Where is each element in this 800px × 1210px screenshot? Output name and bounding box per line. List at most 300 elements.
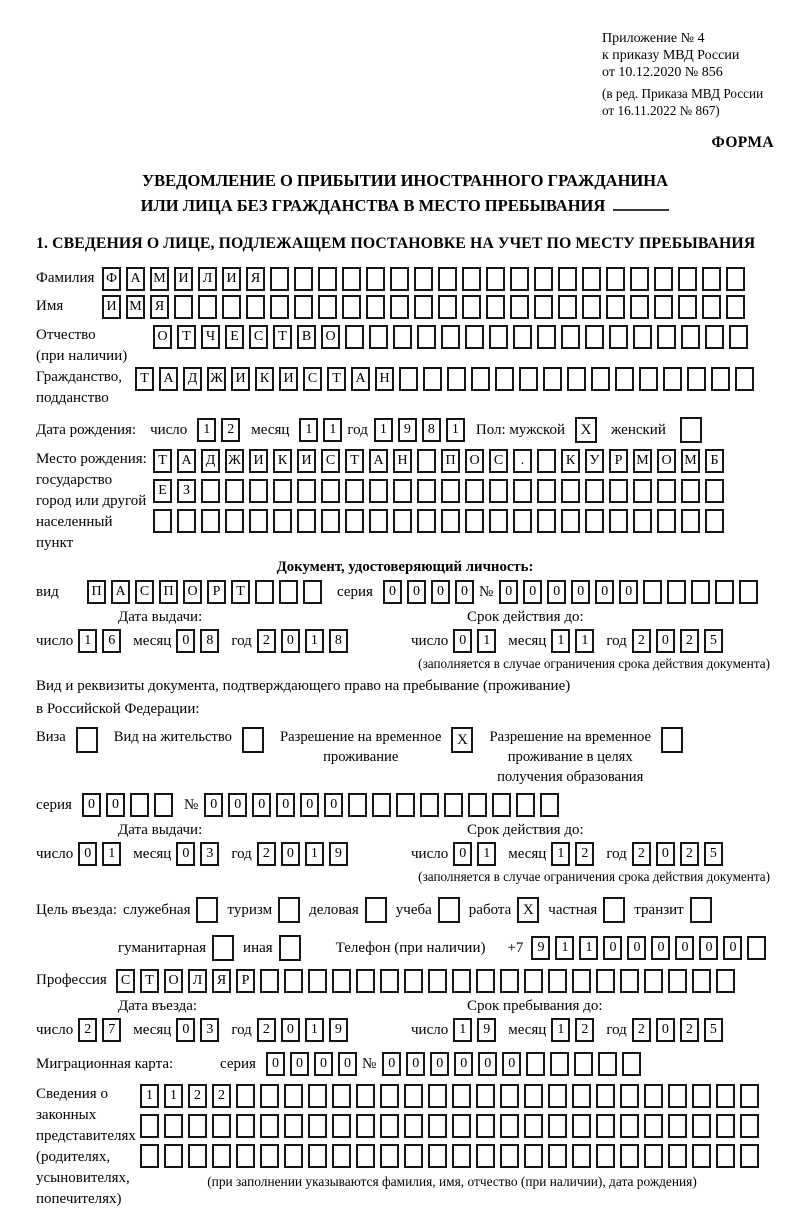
char-box[interactable] — [318, 295, 337, 319]
char-box[interactable]: 1 — [102, 842, 121, 866]
char-box[interactable] — [465, 325, 484, 349]
char-box[interactable] — [678, 295, 697, 319]
char-box[interactable]: 1 — [575, 629, 594, 653]
char-box[interactable]: И — [279, 367, 298, 391]
char-box[interactable] — [342, 267, 361, 291]
char-box[interactable] — [582, 295, 601, 319]
char-box[interactable]: 1 — [551, 1018, 570, 1042]
char-box[interactable]: 2 — [78, 1018, 97, 1042]
char-box[interactable] — [668, 969, 687, 993]
char-box[interactable] — [705, 479, 724, 503]
char-box[interactable]: Ж — [225, 449, 244, 473]
char-box[interactable]: И — [102, 295, 121, 319]
char-box[interactable] — [465, 509, 484, 533]
char-box[interactable]: Т — [140, 969, 159, 993]
char-box[interactable] — [705, 325, 724, 349]
char-box[interactable] — [513, 509, 532, 533]
char-box[interactable] — [654, 267, 673, 291]
char-box[interactable]: Т — [345, 449, 364, 473]
char-box[interactable] — [201, 479, 220, 503]
char-box[interactable]: Ф — [102, 267, 121, 291]
char-box[interactable]: У — [585, 449, 604, 473]
char-box[interactable] — [225, 479, 244, 503]
char-box[interactable]: Я — [150, 295, 169, 319]
char-box[interactable] — [606, 267, 625, 291]
char-box[interactable]: 8 — [422, 418, 441, 442]
char-box[interactable] — [420, 793, 439, 817]
char-box[interactable]: 0 — [453, 842, 472, 866]
char-box[interactable]: О — [657, 449, 676, 473]
char-box[interactable] — [284, 1114, 303, 1138]
char-box[interactable] — [524, 1084, 543, 1108]
char-box[interactable] — [452, 1084, 471, 1108]
char-box[interactable] — [369, 509, 388, 533]
char-box[interactable]: 2 — [257, 842, 276, 866]
checkbox[interactable] — [365, 897, 387, 923]
char-box[interactable] — [284, 1144, 303, 1168]
char-box[interactable] — [393, 479, 412, 503]
char-box[interactable]: З — [177, 479, 196, 503]
char-box[interactable] — [222, 295, 241, 319]
char-box[interactable] — [174, 295, 193, 319]
char-box[interactable]: Л — [188, 969, 207, 993]
char-box[interactable] — [428, 1144, 447, 1168]
char-box[interactable] — [513, 325, 532, 349]
checkbox[interactable] — [690, 897, 712, 923]
char-box[interactable] — [702, 267, 721, 291]
char-box[interactable]: 1 — [164, 1084, 183, 1108]
char-box[interactable]: 0 — [300, 793, 319, 817]
char-box[interactable] — [644, 1144, 663, 1168]
char-box[interactable]: 1 — [555, 936, 574, 960]
char-box[interactable]: 1 — [305, 1018, 324, 1042]
char-box[interactable]: 2 — [632, 842, 651, 866]
char-box[interactable]: 0 — [324, 793, 343, 817]
char-box[interactable] — [667, 580, 686, 604]
char-box[interactable] — [260, 1114, 279, 1138]
char-box[interactable]: О — [183, 580, 202, 604]
char-box[interactable] — [663, 367, 682, 391]
char-box[interactable]: 2 — [257, 1018, 276, 1042]
char-box[interactable] — [414, 295, 433, 319]
char-box[interactable]: С — [116, 969, 135, 993]
char-box[interactable]: 0 — [656, 842, 675, 866]
char-box[interactable] — [630, 267, 649, 291]
char-box[interactable]: А — [159, 367, 178, 391]
char-box[interactable] — [255, 580, 274, 604]
char-box[interactable]: 0 — [699, 936, 718, 960]
char-box[interactable] — [471, 367, 490, 391]
char-box[interactable] — [441, 479, 460, 503]
char-box[interactable] — [572, 1114, 591, 1138]
char-box[interactable]: Ж — [207, 367, 226, 391]
char-box[interactable] — [500, 1144, 519, 1168]
char-box[interactable]: С — [249, 325, 268, 349]
char-box[interactable]: 0 — [82, 793, 101, 817]
char-box[interactable] — [369, 325, 388, 349]
char-box[interactable]: Т — [231, 580, 250, 604]
char-box[interactable] — [404, 1084, 423, 1108]
char-box[interactable]: И — [231, 367, 250, 391]
char-box[interactable] — [537, 449, 556, 473]
char-box[interactable] — [414, 267, 433, 291]
char-box[interactable] — [249, 479, 268, 503]
char-box[interactable] — [500, 969, 519, 993]
char-box[interactable] — [668, 1084, 687, 1108]
char-box[interactable] — [572, 1144, 591, 1168]
char-box[interactable] — [308, 1114, 327, 1138]
char-box[interactable]: 0 — [619, 580, 638, 604]
char-box[interactable] — [489, 325, 508, 349]
char-box[interactable]: И — [297, 449, 316, 473]
char-box[interactable]: Б — [705, 449, 724, 473]
char-box[interactable] — [270, 295, 289, 319]
checkbox[interactable]: X — [517, 897, 539, 923]
char-box[interactable]: С — [321, 449, 340, 473]
char-box[interactable]: 0 — [675, 936, 694, 960]
char-box[interactable]: 1 — [78, 629, 97, 653]
char-box[interactable]: 2 — [188, 1084, 207, 1108]
char-box[interactable] — [702, 295, 721, 319]
char-box[interactable]: 0 — [453, 629, 472, 653]
char-box[interactable]: Д — [201, 449, 220, 473]
char-box[interactable]: М — [681, 449, 700, 473]
checkbox[interactable] — [278, 897, 300, 923]
char-box[interactable]: 9 — [329, 842, 348, 866]
char-box[interactable]: 0 — [407, 580, 426, 604]
char-box[interactable]: А — [111, 580, 130, 604]
char-box[interactable] — [380, 1144, 399, 1168]
char-box[interactable] — [519, 367, 538, 391]
char-box[interactable] — [297, 479, 316, 503]
char-box[interactable]: Н — [375, 367, 394, 391]
char-box[interactable] — [201, 509, 220, 533]
char-box[interactable] — [739, 580, 758, 604]
char-box[interactable]: М — [150, 267, 169, 291]
char-box[interactable] — [561, 479, 580, 503]
char-box[interactable] — [585, 325, 604, 349]
char-box[interactable]: 8 — [200, 629, 219, 653]
char-box[interactable] — [558, 267, 577, 291]
char-box[interactable]: 2 — [212, 1084, 231, 1108]
char-box[interactable] — [550, 1052, 569, 1076]
char-box[interactable] — [598, 1052, 617, 1076]
char-box[interactable] — [321, 509, 340, 533]
char-box[interactable] — [294, 295, 313, 319]
char-box[interactable] — [297, 509, 316, 533]
char-box[interactable] — [390, 267, 409, 291]
char-box[interactable]: Р — [207, 580, 226, 604]
char-box[interactable]: 0 — [499, 580, 518, 604]
char-box[interactable] — [356, 1084, 375, 1108]
char-box[interactable]: Д — [183, 367, 202, 391]
char-box[interactable]: 0 — [314, 1052, 333, 1076]
char-box[interactable] — [524, 969, 543, 993]
char-box[interactable] — [534, 295, 553, 319]
char-box[interactable]: П — [159, 580, 178, 604]
char-box[interactable] — [345, 509, 364, 533]
char-box[interactable]: А — [351, 367, 370, 391]
char-box[interactable]: 2 — [575, 1018, 594, 1042]
char-box[interactable]: И — [222, 267, 241, 291]
char-box[interactable]: 2 — [632, 629, 651, 653]
char-box[interactable] — [462, 267, 481, 291]
char-box[interactable] — [366, 267, 385, 291]
char-box[interactable] — [489, 479, 508, 503]
char-box[interactable]: 0 — [281, 1018, 300, 1042]
char-box[interactable] — [332, 1084, 351, 1108]
char-box[interactable] — [486, 267, 505, 291]
char-box[interactable] — [681, 479, 700, 503]
char-box[interactable] — [668, 1144, 687, 1168]
char-box[interactable] — [279, 580, 298, 604]
char-box[interactable] — [452, 1144, 471, 1168]
char-box[interactable] — [390, 295, 409, 319]
char-box[interactable]: 0 — [651, 936, 670, 960]
char-box[interactable]: М — [633, 449, 652, 473]
char-box[interactable] — [540, 793, 559, 817]
char-box[interactable]: 0 — [603, 936, 622, 960]
char-box[interactable]: 1 — [477, 629, 496, 653]
char-box[interactable] — [441, 325, 460, 349]
char-box[interactable] — [356, 1114, 375, 1138]
char-box[interactable]: Р — [609, 449, 628, 473]
char-box[interactable] — [308, 969, 327, 993]
char-box[interactable]: О — [321, 325, 340, 349]
char-box[interactable] — [668, 1114, 687, 1138]
char-box[interactable] — [372, 793, 391, 817]
char-box[interactable]: 0 — [281, 842, 300, 866]
char-box[interactable] — [249, 509, 268, 533]
char-box[interactable]: 0 — [383, 580, 402, 604]
char-box[interactable] — [620, 1144, 639, 1168]
char-box[interactable] — [140, 1144, 159, 1168]
char-box[interactable] — [284, 1084, 303, 1108]
char-box[interactable]: 3 — [200, 842, 219, 866]
char-box[interactable] — [657, 325, 676, 349]
sex-male-checkbox[interactable]: X — [575, 417, 597, 443]
char-box[interactable] — [609, 509, 628, 533]
char-box[interactable] — [164, 1144, 183, 1168]
char-box[interactable] — [633, 509, 652, 533]
char-box[interactable] — [582, 267, 601, 291]
char-box[interactable] — [657, 509, 676, 533]
char-box[interactable]: О — [153, 325, 172, 349]
char-box[interactable]: К — [255, 367, 274, 391]
char-box[interactable] — [356, 969, 375, 993]
char-box[interactable] — [596, 1084, 615, 1108]
char-box[interactable] — [417, 449, 436, 473]
char-box[interactable]: 0 — [454, 1052, 473, 1076]
char-box[interactable]: Ч — [201, 325, 220, 349]
char-box[interactable] — [489, 509, 508, 533]
char-box[interactable] — [476, 1144, 495, 1168]
char-box[interactable] — [486, 295, 505, 319]
char-box[interactable]: Р — [236, 969, 255, 993]
char-box[interactable]: 0 — [627, 936, 646, 960]
char-box[interactable]: 9 — [398, 418, 417, 442]
char-box[interactable] — [246, 295, 265, 319]
char-box[interactable] — [558, 295, 577, 319]
char-box[interactable] — [716, 1144, 735, 1168]
char-box[interactable] — [643, 580, 662, 604]
char-box[interactable] — [396, 793, 415, 817]
char-box[interactable] — [606, 295, 625, 319]
char-box[interactable] — [164, 1114, 183, 1138]
char-box[interactable]: Т — [135, 367, 154, 391]
char-box[interactable] — [620, 1114, 639, 1138]
temp-residence-checkbox[interactable]: X — [451, 727, 473, 753]
char-box[interactable]: 1 — [299, 418, 318, 442]
char-box[interactable]: К — [273, 449, 292, 473]
char-box[interactable]: 0 — [656, 1018, 675, 1042]
char-box[interactable] — [548, 1084, 567, 1108]
char-box[interactable] — [130, 793, 149, 817]
char-box[interactable] — [596, 1144, 615, 1168]
char-box[interactable] — [369, 479, 388, 503]
char-box[interactable]: Н — [393, 449, 412, 473]
char-box[interactable] — [691, 580, 710, 604]
char-box[interactable] — [188, 1114, 207, 1138]
char-box[interactable]: 1 — [551, 842, 570, 866]
char-box[interactable]: И — [174, 267, 193, 291]
char-box[interactable] — [548, 969, 567, 993]
char-box[interactable] — [705, 509, 724, 533]
char-box[interactable] — [140, 1114, 159, 1138]
char-box[interactable]: 0 — [523, 580, 542, 604]
char-box[interactable] — [380, 969, 399, 993]
char-box[interactable]: 9 — [477, 1018, 496, 1042]
char-box[interactable] — [380, 1084, 399, 1108]
char-box[interactable]: 0 — [502, 1052, 521, 1076]
char-box[interactable]: Е — [153, 479, 172, 503]
char-box[interactable] — [747, 936, 766, 960]
char-box[interactable] — [260, 1144, 279, 1168]
char-box[interactable]: 8 — [329, 629, 348, 653]
char-box[interactable]: 0 — [406, 1052, 425, 1076]
char-box[interactable] — [342, 295, 361, 319]
char-box[interactable] — [692, 1084, 711, 1108]
char-box[interactable] — [177, 509, 196, 533]
char-box[interactable]: А — [177, 449, 196, 473]
char-box[interactable] — [692, 1114, 711, 1138]
char-box[interactable] — [447, 367, 466, 391]
char-box[interactable]: П — [441, 449, 460, 473]
sex-female-checkbox[interactable] — [680, 417, 702, 443]
char-box[interactable]: 9 — [531, 936, 550, 960]
char-box[interactable] — [574, 1052, 593, 1076]
char-box[interactable]: 0 — [656, 629, 675, 653]
char-box[interactable] — [537, 509, 556, 533]
char-box[interactable] — [609, 325, 628, 349]
char-box[interactable]: 3 — [200, 1018, 219, 1042]
char-box[interactable] — [417, 479, 436, 503]
char-box[interactable] — [417, 509, 436, 533]
char-box[interactable] — [692, 969, 711, 993]
char-box[interactable] — [524, 1114, 543, 1138]
temp-residence-edu-checkbox[interactable] — [661, 727, 683, 753]
char-box[interactable] — [438, 267, 457, 291]
char-box[interactable] — [715, 580, 734, 604]
char-box[interactable] — [740, 1144, 759, 1168]
char-box[interactable] — [476, 1084, 495, 1108]
char-box[interactable]: 1 — [305, 842, 324, 866]
char-box[interactable] — [154, 793, 173, 817]
char-box[interactable] — [548, 1114, 567, 1138]
char-box[interactable] — [596, 1114, 615, 1138]
char-box[interactable] — [441, 509, 460, 533]
char-box[interactable] — [303, 580, 322, 604]
char-box[interactable]: 1 — [197, 418, 216, 442]
char-box[interactable] — [537, 325, 556, 349]
checkbox[interactable] — [438, 897, 460, 923]
char-box[interactable] — [681, 509, 700, 533]
char-box[interactable] — [393, 509, 412, 533]
char-box[interactable] — [561, 509, 580, 533]
char-box[interactable] — [270, 267, 289, 291]
char-box[interactable] — [212, 1144, 231, 1168]
char-box[interactable] — [452, 1114, 471, 1138]
char-box[interactable] — [726, 295, 745, 319]
char-box[interactable] — [644, 969, 663, 993]
char-box[interactable]: 1 — [140, 1084, 159, 1108]
char-box[interactable] — [729, 325, 748, 349]
char-box[interactable] — [657, 479, 676, 503]
char-box[interactable]: 0 — [382, 1052, 401, 1076]
char-box[interactable] — [476, 969, 495, 993]
char-box[interactable] — [417, 325, 436, 349]
char-box[interactable]: 1 — [446, 418, 465, 442]
char-box[interactable] — [428, 1084, 447, 1108]
char-box[interactable] — [516, 793, 535, 817]
char-box[interactable] — [726, 267, 745, 291]
char-box[interactable]: 0 — [228, 793, 247, 817]
char-box[interactable]: 1 — [323, 418, 342, 442]
char-box[interactable] — [284, 969, 303, 993]
char-box[interactable] — [716, 969, 735, 993]
char-box[interactable] — [567, 367, 586, 391]
char-box[interactable]: И — [249, 449, 268, 473]
char-box[interactable] — [644, 1114, 663, 1138]
char-box[interactable]: 1 — [477, 842, 496, 866]
char-box[interactable] — [345, 325, 364, 349]
char-box[interactable] — [428, 1114, 447, 1138]
char-box[interactable] — [548, 1144, 567, 1168]
char-box[interactable] — [465, 479, 484, 503]
char-box[interactable] — [198, 295, 217, 319]
char-box[interactable] — [740, 1114, 759, 1138]
char-box[interactable]: К — [561, 449, 580, 473]
char-box[interactable] — [622, 1052, 641, 1076]
char-box[interactable] — [591, 367, 610, 391]
char-box[interactable] — [681, 325, 700, 349]
char-box[interactable] — [735, 367, 754, 391]
char-box[interactable] — [639, 367, 658, 391]
char-box[interactable] — [500, 1114, 519, 1138]
char-box[interactable] — [543, 367, 562, 391]
char-box[interactable]: 0 — [723, 936, 742, 960]
char-box[interactable] — [332, 1144, 351, 1168]
char-box[interactable] — [444, 793, 463, 817]
char-box[interactable] — [462, 295, 481, 319]
char-box[interactable] — [236, 1114, 255, 1138]
char-box[interactable] — [438, 295, 457, 319]
char-box[interactable] — [273, 509, 292, 533]
char-box[interactable] — [404, 1114, 423, 1138]
char-box[interactable]: 0 — [338, 1052, 357, 1076]
char-box[interactable] — [492, 793, 511, 817]
char-box[interactable] — [476, 1114, 495, 1138]
